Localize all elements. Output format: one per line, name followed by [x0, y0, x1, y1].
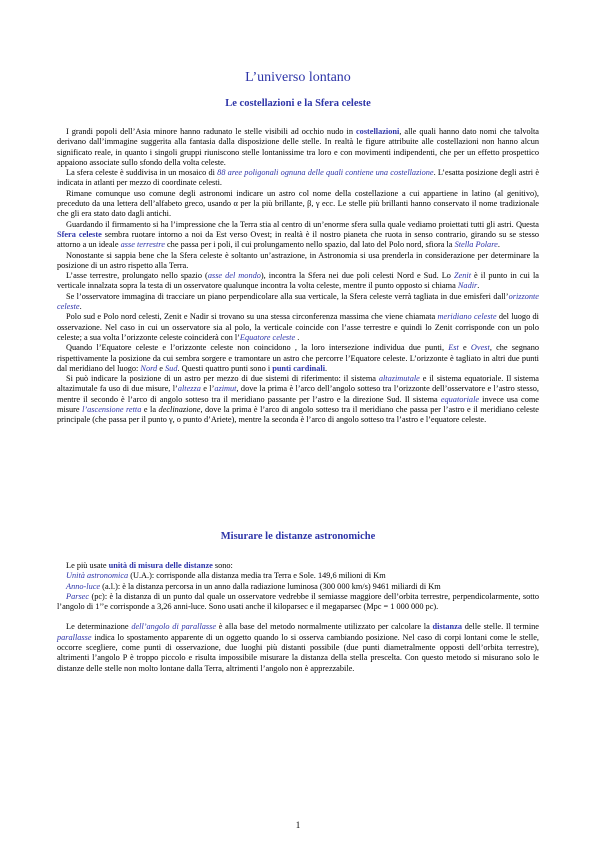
text-run: Rimane comunque uso comune degli astronomi indicare un astro col nome della costellazione a cui appartiene in latino (al genitivo), preceduto da una lettera dell’alfabeto greco, usando α per la più brillante, β, γ ecc. Le stelle più brillanti hanno conservato il nome tradizionale che gli era stato dato dagli antichi. [57, 188, 539, 219]
highlighted-term: Nord [140, 363, 158, 373]
highlighted-term: dell’angolo di parallasse [131, 622, 217, 632]
paragraph [57, 168, 539, 189]
highlighted-term: equatoriale [440, 394, 480, 404]
text-run: , dove la prima è l’arco di angolo sotteso tra il meridiano che passa per l’astro e il meridiano celeste principale (che passa per il punto γ, o punto d’Ariete), mentre la seconda è l’arco di angolo sotteso tra l’astro e l’equatore celeste. [57, 405, 539, 425]
text-run: e il sistema equatoriale. Il sistema altazimutale fa uso di due misure, l’ [57, 374, 539, 394]
text-run: , alle quali hanno dato nomi che talvolta derivano dall’immagine suggerita alla fantasia dalla disposizione delle stelle. In realtà le figure attribuite alle costellazioni non hanno alcun significato reale, in quanto i singoli gruppi riuniscono stelle lontanissime tra loro e con movimenti indipendenti, che per un effetto prospettico appaiono associate sullo sfondo della volta celeste. [57, 127, 539, 167]
text-run: indica lo spostamento apparente di un oggetto quando lo si osserva cambiando posizione. Nel caso di corpi lontani come le stelle, occorre scegliere, come punti di osservazione, due luoghi più distanti possibile (due punti diametralmente opposti dell’orbita terrestre), altrimenti l’angolo P è troppo piccolo e risulta impossibile misurare la distanza della stella prescelta. Con questo metodo si misurano solo le distanze delle stelle non molto lontane dalla Terra, altrimenti l’angolo non è apprezzabile. [57, 632, 539, 673]
highlighted-term: Equatore celeste [239, 332, 296, 342]
paragraph [57, 127, 539, 168]
text-run: Le più usate [66, 561, 109, 570]
highlighted-term: altezza [177, 384, 201, 394]
highlighted-term: Ovest [470, 343, 490, 353]
highlighted-term: l’ascensione retta [82, 405, 142, 415]
text-run: e la [141, 405, 159, 415]
paragraph [57, 561, 539, 571]
text-run: Polo sud e Polo nord celesti, Zenit e Nadir si trovano su una stessa circonferenza massima che viene chiamata [66, 312, 438, 322]
highlighted-term: unità di misura delle distanze [108, 561, 213, 570]
document-title: L’universo lontano [245, 70, 351, 85]
text-run: e [458, 343, 471, 353]
paragraph [57, 592, 539, 613]
paragraph [57, 292, 539, 313]
text-run: Se l’osservatore immagina di tracciare un piano perpendicolare alla sua verticale, la Sfera celeste verrà tagliata in due emisferi dall’ [66, 291, 509, 301]
text-run: sono: [212, 561, 233, 570]
text-run: . [497, 240, 500, 250]
text-run: Quando l’Equatore celeste e l’orizzonte celeste non coincidono , la loro intersezione individua due punti, [66, 343, 449, 353]
text-run: è il punto in cui la verticale innalzata sopra la testa di un osservatore qualunque incontra la volta celeste, mentre il punto opposto si chiama [57, 271, 539, 291]
highlighted-term: costellazioni [355, 127, 400, 136]
paragraph [57, 582, 539, 592]
highlighted-term: azimut [214, 384, 237, 394]
text-run: del luogo di osservazione. Nel caso in cui un osservatore sia al polo, la verticale coincide con l’asse terrestre e quindi lo Zenit corrisponde con un polo celeste; a sua volta l’orizzonte celeste coinciderà con l’ [57, 312, 539, 342]
highlighted-term: meridiano celeste [437, 312, 497, 322]
highlighted-term: 88 aree poligonali ognuna delle quali contiene una costellazione [217, 168, 434, 178]
highlighted-term: orizzonte celeste [57, 291, 539, 312]
highlighted-term: Stella Polare [454, 240, 498, 250]
paragraph [57, 220, 539, 251]
text-run: . L’esatta posizione degli astri è indicata in atlanti per mezzo di coordinate celesti. [57, 168, 539, 188]
highlighted-term: parallasse [57, 632, 92, 642]
highlighted-term: asse del mondo [207, 271, 261, 281]
section-body [57, 561, 539, 674]
section-heading: Misurare le distanze astronomiche [220, 531, 376, 542]
highlighted-term: Zenit [453, 271, 472, 281]
text-run: (U.A.): corrisponde alla distanza media tra Terra e Sole. 149,6 milioni di Km [128, 571, 386, 581]
paragraph [57, 189, 539, 220]
highlighted-term: asse terrestre [120, 240, 165, 250]
page-number: 1 [295, 820, 301, 830]
text-run: L’asse terrestre, prolungato nello spazio ( [66, 271, 208, 281]
section-body [57, 127, 539, 426]
paragraph [57, 251, 539, 272]
highlighted-term: distanza [432, 622, 463, 632]
highlighted-term: Sud [165, 363, 178, 373]
text-run: . Questi quattro punti sono i [177, 363, 273, 373]
text-run: Guardando il firmamento si ha l’impressione che la Terra stia al centro di un’enorme sfera sulla quale vediamo proiettati tutti gli astri. Questa [66, 219, 539, 229]
text-run: delle stelle. Il termine [462, 622, 539, 632]
paragraph [57, 312, 539, 343]
text-run: (a.l.): è la distanza percorsa in un anno dalla radiazione luminosa (300 000 km/s) 9461 miliardi di Km [100, 581, 441, 591]
paragraph [57, 374, 539, 425]
paragraph [57, 571, 539, 581]
text-run: . [79, 302, 82, 312]
highlighted-term: Est [448, 343, 459, 353]
highlighted-term: altazimutale [378, 374, 420, 384]
text-run: sembra ruotare intorno a noi da Est verso Ovest; in realtà è il nostro pianeta che ruota in senso contrario, girando su se stesso attorno a un ideale [57, 229, 539, 250]
text-run: I grandi popoli dell’Asia minore hanno radunato le stelle visibili ad occhio nudo in [66, 127, 356, 136]
paragraph [57, 622, 539, 673]
highlighted-term: Nadir [457, 281, 478, 291]
text-run: , che segnano rispettivamente la posizione da cui sembra sorgere e tramontare un astro che percorre l’Equatore celeste. L’orizzonte è tagliato in altri due punti dal meridiano del luogo: [57, 343, 539, 373]
text-run: Si può indicare la posizione di un astro per mezzo di due sistemi di riferimento: il sistema [66, 374, 379, 384]
text-run: , dove la prima è l’arco dell’angolo sotteso tra l’orizzonte dell’osservatore e l’astro stesso, mentre il secondo è l’arco di angolo sotteso tra il meridiano passante per l’astro e la direzione Sud. Il sistema [57, 384, 539, 404]
text-run: è alla base del metodo normalmente utilizzato per calcolare la [216, 622, 433, 632]
text-run: Nonostante si sappia bene che la Sfera celeste è soltanto un’astrazione, in Astronomia si usa prenderla in considerazione per determinare la posizione di un astro rispetto alla Terra. [57, 250, 539, 270]
paragraph [57, 343, 539, 374]
text-run: che passa per i poli, il cui prolungamento nello spazio, dal lato del Polo nord, sfiora la [164, 240, 455, 250]
highlighted-term: Sfera celeste [57, 229, 102, 239]
text-run: invece usa come misure [57, 394, 539, 415]
text-run: . [325, 363, 328, 373]
text-run: Le determinazione [66, 622, 132, 632]
text-run: . [295, 332, 300, 342]
text-run: e l’ [200, 384, 215, 394]
highlighted-term: declinazione [158, 405, 201, 415]
text-run: La sfera celeste è suddivisa in un mosaico di [66, 168, 218, 178]
text-run: e [157, 363, 166, 373]
text-run: (pc): è la distanza di un punto dal quale un osservatore vedrebbe il semiasse maggiore dell’orbita terrestre, perpendicolarmente, sotto l’angolo di 1’’e corrisponde a 3,26 anni-luce. Sono usati anche il kiloparsec e il megaparsec (Mpc = 1 000 000 pc). [57, 591, 539, 612]
highlighted-term: Unità astronomica [66, 571, 129, 581]
highlighted-term: punti cardinali [272, 363, 325, 373]
section-heading: Le costellazioni e la Sfera celeste [225, 98, 371, 109]
highlighted-term: Anno-luce [66, 581, 101, 591]
paragraph [57, 271, 539, 292]
paragraph [57, 612, 539, 622]
text-run: . [477, 281, 480, 291]
highlighted-term: Parsec [66, 591, 90, 601]
text-run: ), incontra la Sfera nei due poli celesti Nord e Sud. Lo [260, 271, 454, 281]
